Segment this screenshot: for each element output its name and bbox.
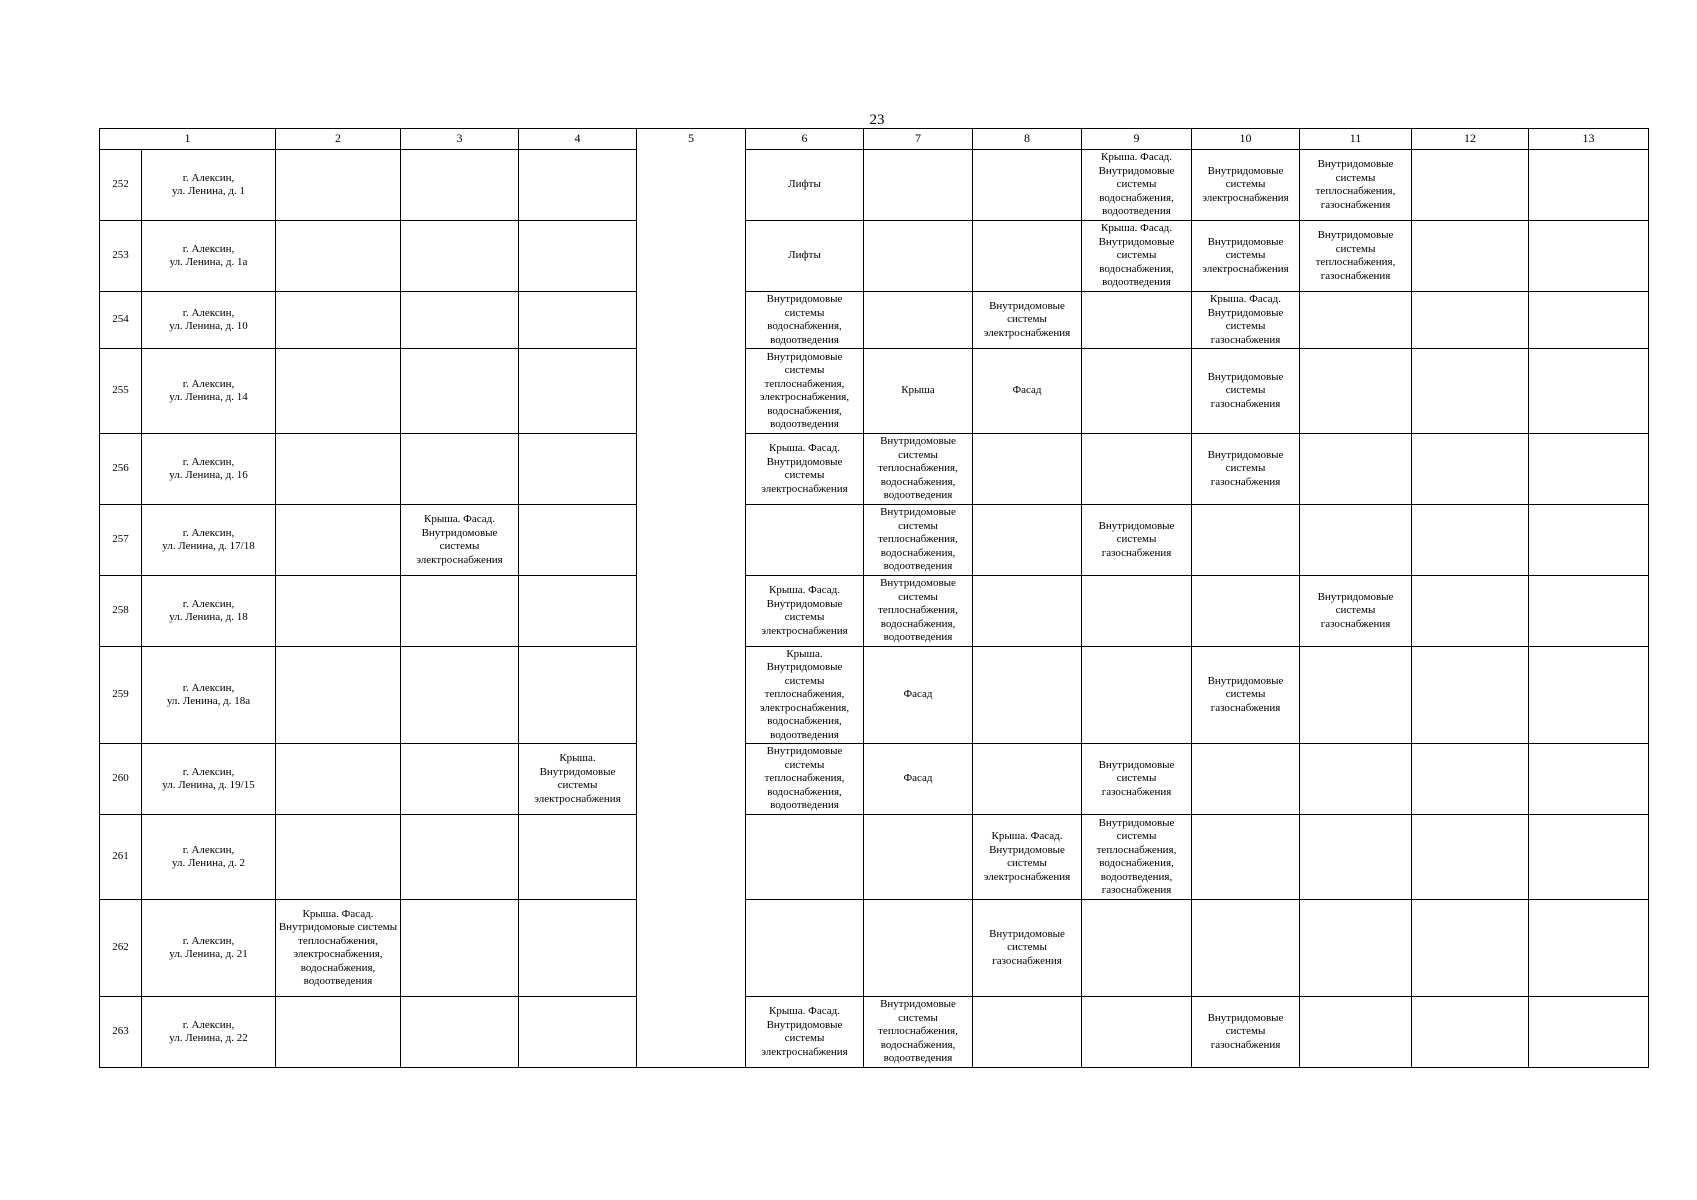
work-cell [1529, 505, 1649, 576]
work-cell [276, 647, 401, 744]
work-cell [973, 221, 1082, 292]
address-cell [142, 349, 276, 434]
address-cell [142, 505, 276, 576]
work-cell: Крыша. Фасад. Внутридомовые системы газоснабжения [1192, 292, 1300, 349]
address-street: ул. Ленина, д. 21 [169, 948, 248, 960]
work-cell [1412, 505, 1529, 576]
work-cell [276, 997, 401, 1068]
table-row [100, 815, 1649, 900]
work-cell: Крыша. Фасад. Внутридомовые системы водоснабжения, водоотведения [1082, 150, 1192, 221]
work-cell [1300, 997, 1412, 1068]
address-city: г. Алексин, [182, 242, 235, 255]
work-cell [1412, 349, 1529, 434]
work-cell [1300, 647, 1412, 744]
work-cell [1529, 815, 1649, 900]
work-cell [864, 292, 973, 349]
work-cell: Лифты [746, 221, 864, 292]
work-cell [1082, 434, 1192, 505]
header-cell: 7 [864, 129, 973, 150]
address-street: ул. Ленина, д. 2 [172, 857, 245, 869]
work-cell [973, 997, 1082, 1068]
work-cell: Внутридомовые системы теплоснабжения, водоснабжения, водоотведения [864, 505, 973, 576]
work-cell [1082, 349, 1192, 434]
work-cell [1529, 900, 1649, 997]
work-cell: Внутридомовые системы теплоснабжения, водоснабжения, водоотведения, газоснабжения [1082, 815, 1192, 900]
work-cell [1300, 900, 1412, 997]
work-cell: Крыша. Фасад. Внутридомовые системы электроснабжения [746, 997, 864, 1068]
work-cell [519, 900, 637, 997]
row-number: 254 [100, 292, 142, 349]
address-city: г. Алексин, [182, 171, 235, 184]
address-cell [142, 900, 276, 997]
work-cell [401, 900, 519, 997]
row-number: 252 [100, 150, 142, 221]
work-cell [973, 434, 1082, 505]
table-row [100, 221, 1649, 292]
table-row [100, 292, 1649, 349]
address-cell [142, 647, 276, 744]
work-cell: Внутридомовые системы газоснабжения [1192, 434, 1300, 505]
header-row [100, 129, 1649, 150]
header-cell: 6 [746, 129, 864, 150]
work-cell [519, 815, 637, 900]
work-cell [1412, 647, 1529, 744]
work-cell [864, 900, 973, 997]
address-street: ул. Ленина, д. 18а [166, 695, 251, 707]
table-row [100, 647, 1649, 744]
row-number: 253 [100, 221, 142, 292]
work-cell: Крыша. Фасад. Внутридомовые системы электроснабжения [401, 505, 519, 576]
work-cell: Внутридомовые системы газоснабжения [1300, 576, 1412, 647]
address-cell [142, 434, 276, 505]
work-cell [1300, 292, 1412, 349]
address-cell [142, 997, 276, 1068]
work-cell [519, 221, 637, 292]
table-row [100, 505, 1649, 576]
work-cell [1192, 744, 1300, 815]
work-cell [519, 292, 637, 349]
work-cell [401, 997, 519, 1068]
table-row [100, 576, 1649, 647]
address-city: г. Алексин, [182, 306, 235, 319]
work-cell: Крыша. Фасад. Внутридомовые системы теплоснабжения, электроснабжения, водоснабжения, водоотведения [276, 900, 401, 997]
work-cell: Фасад [864, 744, 973, 815]
address-city: г. Алексин, [182, 377, 235, 390]
work-cell [1529, 150, 1649, 221]
row-number: 262 [100, 900, 142, 997]
header-cell: 8 [973, 129, 1082, 150]
capital-repair-table [99, 128, 1649, 1068]
work-cell [519, 349, 637, 434]
work-cell [1529, 221, 1649, 292]
header-cell: 11 [1300, 129, 1412, 150]
address-cell [142, 221, 276, 292]
work-cell [1082, 576, 1192, 647]
header-cell: 10 [1192, 129, 1300, 150]
work-cell [276, 505, 401, 576]
work-cell [973, 505, 1082, 576]
address-cell [142, 292, 276, 349]
work-cell: Фасад [973, 349, 1082, 434]
work-cell [1082, 647, 1192, 744]
header-cell: 3 [401, 129, 519, 150]
address-cell [142, 744, 276, 815]
address-city: г. Алексин, [182, 843, 235, 856]
header-cell: 1 [100, 129, 276, 150]
work-cell [276, 434, 401, 505]
address-street: ул. Ленина, д. 18 [169, 611, 248, 623]
work-cell [401, 150, 519, 221]
work-cell [519, 997, 637, 1068]
work-cell: Внутридомовые системы теплоснабжения, водоснабжения, водоотведения [864, 576, 973, 647]
table-row [100, 900, 1649, 997]
address-street: ул. Ленина, д. 17/18 [162, 540, 255, 552]
work-cell [1300, 505, 1412, 576]
work-cell [1529, 434, 1649, 505]
work-cell: Крыша. Фасад. Внутридомовые системы водоснабжения, водоотведения [1082, 221, 1192, 292]
work-cell [1412, 434, 1529, 505]
work-cell [1529, 647, 1649, 744]
work-cell: Крыша. Фасад. Внутридомовые системы электроснабжения [973, 815, 1082, 900]
work-cell: Крыша. Фасад. Внутридомовые системы электроснабжения [746, 576, 864, 647]
work-cell [1192, 815, 1300, 900]
work-cell [1192, 505, 1300, 576]
address-city: г. Алексин, [182, 1018, 235, 1031]
work-cell [864, 150, 973, 221]
work-cell [1529, 349, 1649, 434]
work-cell: Крыша. Фасад. Внутридомовые системы электроснабжения [746, 434, 864, 505]
work-cell [864, 221, 973, 292]
work-cell: Внутридомовые системы газоснабжения [1082, 744, 1192, 815]
work-cell [1412, 150, 1529, 221]
work-cell [401, 744, 519, 815]
address-cell [142, 815, 276, 900]
address-cell [142, 576, 276, 647]
address-street: ул. Ленина, д. 10 [169, 320, 248, 332]
address-city: г. Алексин, [182, 455, 235, 468]
row-number: 259 [100, 647, 142, 744]
work-cell [401, 576, 519, 647]
work-cell: Лифты [746, 150, 864, 221]
work-cell [1529, 576, 1649, 647]
work-cell [1082, 292, 1192, 349]
address-street: ул. Ленина, д. 14 [169, 391, 248, 403]
work-cell [519, 150, 637, 221]
header-cell: 12 [1412, 129, 1529, 150]
work-cell [401, 292, 519, 349]
work-cell: Внутридомовые системы водоснабжения, водоотведения [746, 292, 864, 349]
address-street: ул. Ленина, д. 1 [172, 185, 245, 197]
work-cell: Внутридомовые системы электроснабжения [1192, 150, 1300, 221]
address-cell [142, 150, 276, 221]
header-cell: 4 [519, 129, 637, 150]
work-cell [276, 576, 401, 647]
work-cell [746, 505, 864, 576]
address-city: г. Алексин, [182, 765, 235, 778]
work-cell [1412, 221, 1529, 292]
address-street: ул. Ленина, д. 1а [169, 256, 248, 268]
work-cell [276, 292, 401, 349]
work-cell [1082, 997, 1192, 1068]
address-city: г. Алексин, [182, 934, 235, 947]
address-street: ул. Ленина, д. 22 [169, 1032, 248, 1044]
work-cell [519, 647, 637, 744]
work-cell [973, 744, 1082, 815]
work-cell [1529, 292, 1649, 349]
work-cell [1529, 997, 1649, 1068]
work-cell: Внутридомовые системы газоснабжения [1192, 997, 1300, 1068]
table-row [100, 150, 1649, 221]
work-cell [973, 576, 1082, 647]
work-cell: Крыша. Внутридомовые системы теплоснабжения, электроснабжения, водоснабжения, водоотведения [746, 647, 864, 744]
work-cell [276, 349, 401, 434]
work-cell [1529, 744, 1649, 815]
work-cell [1412, 744, 1529, 815]
work-cell: Внутридомовые системы газоснабжения [1192, 349, 1300, 434]
work-cell [1300, 744, 1412, 815]
work-cell: Внутридомовые системы газоснабжения [1082, 505, 1192, 576]
address-city: г. Алексин, [182, 526, 235, 539]
work-cell [401, 647, 519, 744]
work-cell [1412, 815, 1529, 900]
work-cell: Внутридомовые системы теплоснабжения, водоснабжения, водоотведения [864, 997, 973, 1068]
work-cell [973, 647, 1082, 744]
work-cell [401, 221, 519, 292]
work-cell: Внутридомовые системы газоснабжения [1192, 647, 1300, 744]
address-street: ул. Ленина, д. 19/15 [162, 779, 255, 791]
work-cell [1082, 900, 1192, 997]
work-cell: Внутридомовые системы теплоснабжения, газоснабжения [1300, 150, 1412, 221]
work-cell: Внутридомовые системы теплоснабжения, водоснабжения, водоотведения [746, 744, 864, 815]
work-cell [276, 744, 401, 815]
row-number: 263 [100, 997, 142, 1068]
work-cell [1412, 576, 1529, 647]
table-row [100, 744, 1649, 815]
work-cell [1412, 997, 1529, 1068]
table-row [100, 434, 1649, 505]
work-cell [401, 434, 519, 505]
row-number: 260 [100, 744, 142, 815]
work-cell [864, 815, 973, 900]
work-cell [1300, 349, 1412, 434]
work-cell [1300, 434, 1412, 505]
row-number: 256 [100, 434, 142, 505]
table-row [100, 997, 1649, 1068]
work-cell: Крыша. Внутридомовые системы электроснабжения [519, 744, 637, 815]
work-cell: Внутридомовые системы теплоснабжения, водоснабжения, водоотведения [864, 434, 973, 505]
work-cell [973, 150, 1082, 221]
work-cell [519, 576, 637, 647]
work-cell [276, 221, 401, 292]
work-cell [401, 815, 519, 900]
work-cell [1192, 900, 1300, 997]
address-street: ул. Ленина, д. 16 [169, 469, 248, 481]
address-city: г. Алексин, [182, 597, 235, 610]
work-cell: Внутридомовые системы газоснабжения [973, 900, 1082, 997]
header-cell: 2 [276, 129, 401, 150]
work-cell [1192, 576, 1300, 647]
row-number: 258 [100, 576, 142, 647]
row-number: 255 [100, 349, 142, 434]
work-cell [746, 815, 864, 900]
row-number: 261 [100, 815, 142, 900]
work-cell [401, 349, 519, 434]
header-cell: 13 [1529, 129, 1649, 150]
work-cell: Фасад [864, 647, 973, 744]
work-cell [519, 434, 637, 505]
table-row [100, 349, 1649, 434]
work-cell: Крыша [864, 349, 973, 434]
page-number: 23 [869, 112, 885, 128]
row-number: 257 [100, 505, 142, 576]
work-cell: Внутридомовые системы теплоснабжения, газоснабжения [1300, 221, 1412, 292]
work-cell [1412, 900, 1529, 997]
work-cell [519, 505, 637, 576]
header-cell: 5 [637, 129, 746, 1068]
work-cell [276, 815, 401, 900]
work-cell: Внутридомовые системы теплоснабжения, электроснабжения, водоснабжения, водоотведения [746, 349, 864, 434]
work-cell [1412, 292, 1529, 349]
work-cell: Внутридомовые системы электроснабжения [973, 292, 1082, 349]
work-cell [276, 150, 401, 221]
work-cell: Внутридомовые системы электроснабжения [1192, 221, 1300, 292]
work-cell [746, 900, 864, 997]
work-cell [1300, 815, 1412, 900]
address-city: г. Алексин, [182, 681, 235, 694]
header-cell: 9 [1082, 129, 1192, 150]
